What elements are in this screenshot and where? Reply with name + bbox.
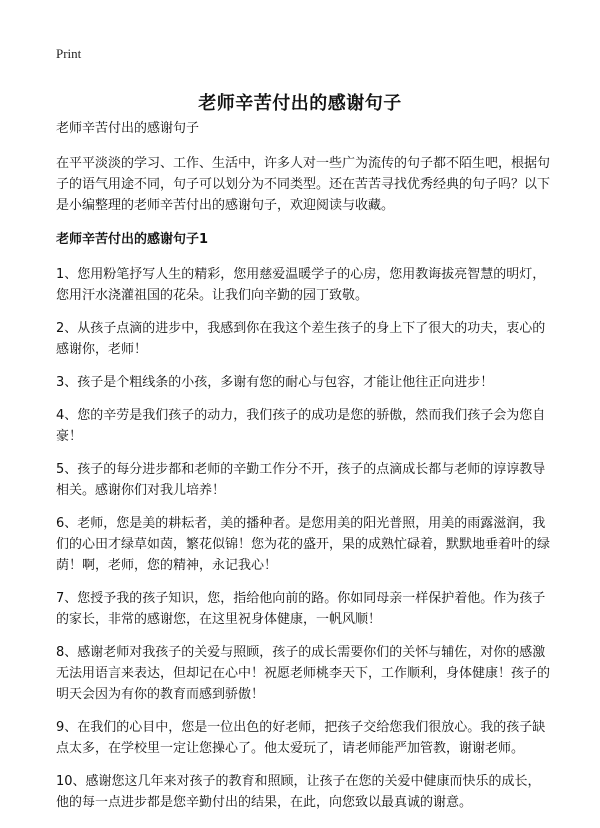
list-item: 2、从孩子点滴的进步中，我感到你在我这个差生孩子的身上下了很大的功夫，衷心的感谢你，老师！ [56,321,546,357]
list-item: 8、感谢老师对我孩子的关爱与照顾，孩子的成长需要你们的关怀与辅佐，对你的感激无法用语言来表达，但却记在心中！祝愿老师桃李天下，工作顺利，身体健康！孩子的明天会因为有你的教育而感到骄傲！ [56,645,551,702]
article-subtitle: 老师辛苦付出的感谢句子 [56,121,200,136]
page-title: 老师辛苦付出的感谢句子 [198,93,402,115]
print-link[interactable]: Print [56,46,82,61]
section-heading: 老师辛苦付出的感谢句子1 [56,232,209,247]
list-item: 10、感谢您这几年来对孩子的教育和照顾，让孩子在您的关爱中健康而快乐的成长，他的每一点进步都是您辛勤付出的结果，在此，向您致以最真诚的谢意。 [56,774,541,810]
list-item: 1、您用粉笔抒写人生的精彩，您用慈爱温暖学子的心房，您用教诲拔亮智慧的明灯，您用汗水浇灌祖国的花朵。让我们向辛勤的园丁致敬。 [56,267,546,303]
list-item: 5、孩子的每分进步都和老师的辛勤工作分不开，孩子的点滴成长都与老师的谆谆教导相关。感谢你们对我儿培养！ [56,462,546,498]
article-body [56,118,552,825]
list-item: 9、在我们的心目中，您是一位出色的好老师，把孩子交给您我们很放心。我的孩子缺点太多，在学校里一定让您操心了。他太爱玩了，请老师能严加管教，谢谢老师。 [56,720,546,756]
article-intro: 在平平淡淡的学习、工作、生活中，许多人对一些广为流传的句子都不陌生吧，根据句子的语气用途不同，句子可以划分为不同类型。还在苦苦寻找优秀经典的句子吗？以下是小编整理的老师辛苦付出的感谢句子，欢迎阅读与收藏。 [56,156,551,213]
list-item: 4、您的辛劳是我们孩子的动力，我们孩子的成功是您的骄傲，然而我们孩子会为您自豪！ [56,408,546,444]
list-item: 3、孩子是个粗线条的小孩，多谢有您的耐心与包容，才能让他往正向进步！ [56,375,494,390]
list-item: 6、老师，您是美的耕耘者，美的播种者。是您用美的阳光普照，用美的雨露滋润，我们的心田才绿草如茵，繁花似锦！您为花的盛开，果的成熟忙碌着，默默地垂着叶的绿荫！啊，老师，您的精神，永记我心！ [56,516,551,573]
list-item: 7、您授予我的孩子知识，您，指给他向前的路。你如同母亲一样保护着他。作为孩子的家长，非常的感谢您，在这里祝身体健康，一帆风顺！ [56,591,546,627]
